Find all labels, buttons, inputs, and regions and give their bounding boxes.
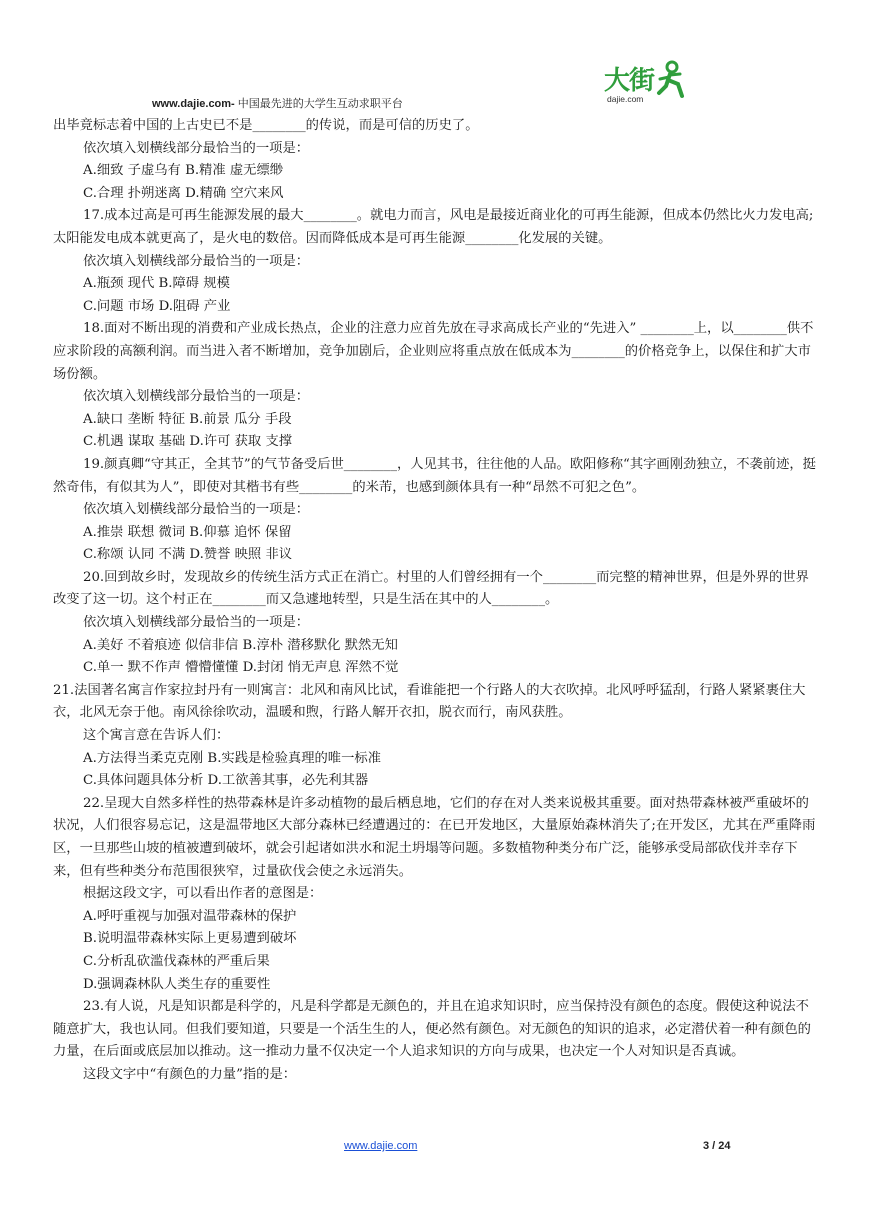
header-url[interactable]: www.dajie.com-	[152, 98, 235, 110]
answer-options: C.机遇 谋取 基础 D.许可 获取 支撑	[83, 434, 293, 450]
answer-options: D.强调森林队人类生存的重要性	[83, 976, 271, 992]
answer-options: B.说明温带森林实际上更易遭到破坏	[83, 931, 297, 947]
answer-options: A.美好 不着痕迹 似信非信 B.淳朴 潜移默化 默然无知	[83, 637, 398, 653]
page-header	[152, 95, 403, 111]
running-figure-icon	[656, 60, 686, 100]
answer-options: C.单一 默不作声 懵懵懂懂 D.封闭 悄无声息 浑然不觉	[83, 660, 399, 676]
question-paragraph: 19.颜真卿“守其正，全其节”的气节备受后世________，人见其书，往往他的人品。欧阳修称“其字画刚劲独立，不袭前迹，挺然奇伟，有似其为人”，即使对其楷书有些________的米芾，也感到颜体具有一种“昂然不可犯之色”。	[53, 456, 816, 495]
answer-options: C.分析乱砍滥伐森林的严重后果	[83, 953, 270, 969]
footer-link[interactable]: www.dajie.com	[344, 1140, 418, 1152]
answer-options: A.瓶颈 现代 B.障碍 规模	[83, 276, 230, 292]
question-paragraph: 依次填入划横线部分最恰当的一项是：	[83, 389, 310, 405]
header-tagline: 中国最先进的大学生互动求职平台	[237, 98, 403, 110]
answer-options: C.称颂 认同 不满 D.赞誉 映照 非议	[83, 547, 293, 563]
question-paragraph: 18.面对不断出现的消费和产业成长热点，企业的注意力应首先放在寻求高成长产业的“先进入” ________上，以________供不应求阶段的高额利润。而当进入者不断增加，竞争加剧后，企业则应将重点放在低成本为________的价格竞争上，以保住和扩大市场份额。	[53, 321, 814, 382]
question-paragraph: 依次填入划横线部分最恰当的一项是：	[83, 253, 310, 269]
answer-options: A.方法得当柔克克刚 B.实践是检验真理的唯一标准	[83, 750, 381, 766]
question-paragraph: 21.法国著名寓言作家拉封丹有一则寓言：北风和南风比试，看谁能把一个行路人的大衣吹掉。北风呼呼猛刮，行路人紧紧裹住大衣，北风无奈于他。南风徐徐吹动，温暖和煦，行路人解开衣扣，脱衣而行，南风获胜。	[53, 682, 806, 721]
answer-options: C.问题 市场 D.阻碍 产业	[83, 298, 231, 314]
answer-options: A.呼吁重视与加强对温带森林的保护	[83, 908, 297, 924]
answer-options: A.细致 子虚乌有 B.精准 虚无缥缈	[83, 163, 284, 179]
question-paragraph: 根据这段文字，可以看出作者的意图是：	[83, 886, 323, 902]
dajie-logo[interactable]	[604, 58, 684, 108]
answer-options: A.缺口 垄断 特征 B.前景 瓜分 手段	[83, 411, 292, 427]
question-paragraph: 17.成本过高是可再生能源发展的最大________。就电力而言，风电是最接近商业化的可再生能源，但成本仍然比火力发电高;太阳能发电成本就更高了，是火电的数倍。因而降低成本是可再生能源________化发展的关键。	[53, 208, 814, 246]
question-paragraph: 20.回到故乡时，发现故乡的传统生活方式正在消亡。村里的人们曾经拥有一个________而完整的精神世界，但是外界的世界改变了这一切。这个村正在________而又急遽地转型，只是生活在其中的人________。	[53, 569, 809, 608]
question-paragraph: 这个寓言意在告诉人们：	[83, 728, 230, 744]
answer-options: C.具体问题具体分析 D.工欲善其事，必先利其器	[83, 773, 369, 789]
question-paragraph: 这段文字中“有颜色的力量”指的是：	[83, 1066, 297, 1082]
question-paragraph: 22.呈现大自然多样性的热带森林是许多动植物的最后栖息地，它们的存在对人类来说极其重要。面对热带森林被严重破坏的状况，人们很容易忘记，这是温带地区大部分森林已经遭遇过的：在已开发地区，大量原始森林消失了;在开发区，尤其在严重降雨区，一旦那些山坡的植被遭到破坏，就会引起诸如洪水和泥土坍塌等问题。多数植物种类分布广泛，能够承受局部砍伐并幸存下来，但有些种类分布范围很狭窄，过量砍伐会使之永远消失。	[53, 795, 816, 879]
question-paragraph: 依次填入划横线部分最恰当的一项是：	[83, 140, 310, 156]
logo-domain: dajie.com	[607, 94, 644, 104]
logo-text: 大街	[604, 66, 655, 96]
question-paragraph: 依次填入划横线部分最恰当的一项是：	[83, 615, 310, 631]
question-paragraph: 依次填入划横线部分最恰当的一项是：	[83, 502, 310, 518]
answer-options: A.推崇 联想 微词 B.仰慕 追怀 保留	[83, 524, 292, 540]
question-paragraph: 23.有人说，凡是知识都是科学的，凡是科学都是无颜色的，并且在追求知识时，应当保持没有颜色的态度。假使这种说法不随意扩大，我也认同。但我们要知道，只要是一个活生生的人，便必然有颜色。对无颜色的知识的追求，必定潜伏着一种有颜色的力量，在后面或底层加以推动。这一推动力量不仅决定一个人追求知识的方向与成果，也决定一个人对知识是否真诚。	[53, 999, 811, 1060]
page-number: 3 / 24	[703, 1140, 731, 1152]
question-paragraph: 出毕竟标志着中国的上古史已不是________的传说，而是可信的历史了。	[53, 118, 479, 133]
answer-options: C.合理 扑朔迷离 D.精确 空穴来风	[83, 185, 284, 201]
document-body	[53, 115, 819, 1087]
